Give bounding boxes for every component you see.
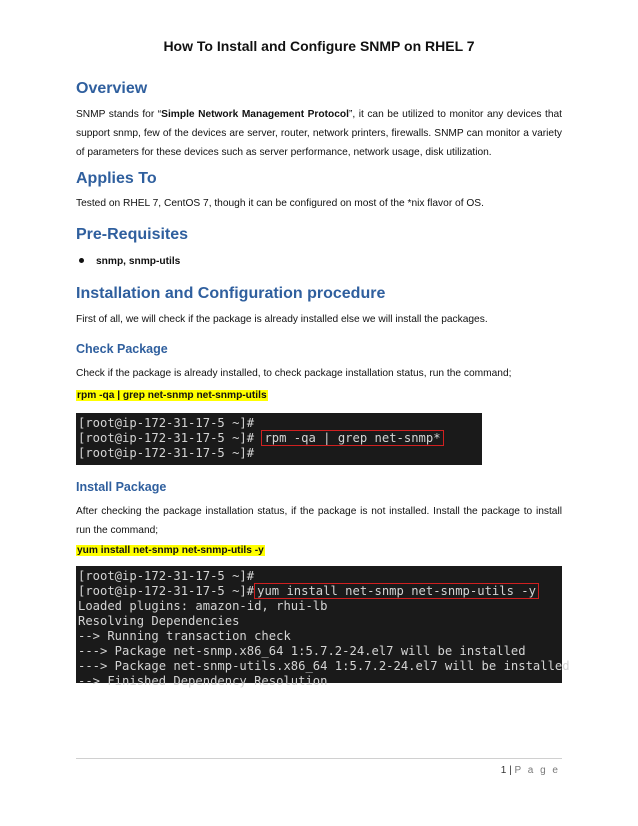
applies-to-heading: Applies To xyxy=(76,170,157,187)
footer-separator: | xyxy=(509,765,512,776)
terminal-line xyxy=(78,431,480,446)
overview-text-bold: Simple Network Management Protocol xyxy=(161,109,349,120)
terminal-line: [root@ip-172-31-17-5 ~]# xyxy=(78,416,255,430)
check-package-command: rpm -qa | grep net-snmp net-snmp-utils xyxy=(77,390,267,401)
overview-heading: Overview xyxy=(76,80,148,97)
install-package-command: yum install net-snmp net-snmp-utils -y xyxy=(77,545,264,556)
applies-to-paragraph: Tested on RHEL 7, CentOS 7, though it can be configured on most of the *nix flavor of OS. xyxy=(76,198,484,209)
document-title: How To Install and Configure SNMP on RHEL 7 xyxy=(163,38,475,54)
install-config-paragraph: First of all, we will check if the package is already installed else we will install the packages. xyxy=(76,314,488,325)
terminal-line: [root@ip-172-31-17-5 ~]# xyxy=(78,569,255,583)
terminal-prompt: [root@ip-172-31-17-5 ~]# xyxy=(78,584,255,598)
prereq-list-item xyxy=(76,256,180,267)
highlighted-command: rpm -qa | grep net-snmp* xyxy=(261,430,443,446)
prereq-heading: Pre-Requisites xyxy=(76,226,189,243)
terminal-prompt: [root@ip-172-31-17-5 ~]# xyxy=(78,431,255,445)
prereq-item-text: snmp, snmp-utils xyxy=(96,256,181,267)
install-config-heading: Installation and Configuration procedure xyxy=(76,285,386,302)
overview-paragraph xyxy=(76,105,562,162)
check-package-paragraph: Check if the package is already installed, to check package installation status, run the command; xyxy=(76,368,512,379)
bullet-icon xyxy=(79,258,84,263)
page-label: P a g e xyxy=(514,765,560,776)
terminal-output-line: Resolving Dependencies xyxy=(78,614,240,628)
install-package-heading: Install Package xyxy=(76,480,167,494)
terminal-output-line: ---> Package net-snmp.x86_64 1:5.7.2-24.el7 will be installed xyxy=(78,644,526,658)
terminal-output-line: ---> Package net-snmp-utils.x86_64 1:5.7.2-24.el7 will be installed xyxy=(78,659,570,673)
check-package-heading: Check Package xyxy=(76,342,168,356)
terminal-line xyxy=(78,584,560,599)
check-package-terminal xyxy=(76,413,482,465)
terminal-output-line: Loaded plugins: amazon-id, rhui-lb xyxy=(78,599,328,613)
highlighted-command: yum install net-snmp net-snmp-utils -y xyxy=(254,583,539,599)
terminal-output-line: --> Running transaction check xyxy=(78,629,291,643)
terminal-line: [root@ip-172-31-17-5 ~]# xyxy=(78,446,255,460)
install-package-paragraph: After checking the package installation status, if the package is not installed. Install the package to install run the command; xyxy=(76,506,562,536)
page-footer xyxy=(501,765,560,776)
footer-divider xyxy=(76,758,562,759)
terminal-output-line: --> Finished Dependency Resolution xyxy=(78,674,328,688)
install-package-terminal xyxy=(76,566,570,688)
page-number: 1 xyxy=(500,765,507,776)
overview-text-pre: SNMP stands for “ xyxy=(76,109,162,120)
overview-text-post: ”, it can be utilized to monitor any devices that support snmp, few of the devices are server, router, network printers, firewalls. SNMP can monitor a variety of parameters for these devices such as server performance, network usage, disk utilization. xyxy=(76,109,562,158)
